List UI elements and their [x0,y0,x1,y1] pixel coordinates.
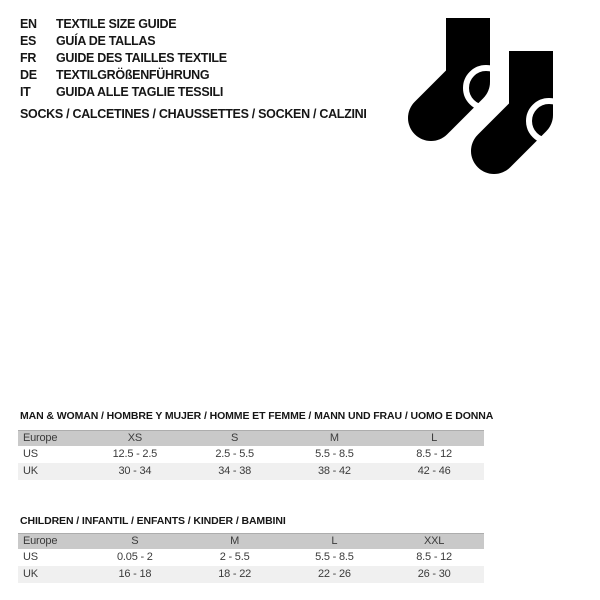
lang-row-it [20,83,227,100]
lang-label: GUIDE DES TAILLES TEXTILE [56,50,227,65]
header-cell: L [331,535,338,548]
header-cell: XS [127,432,143,445]
language-title-list [20,15,227,100]
socks-icon [400,10,585,185]
size-cell: 42 - 46 [417,465,451,477]
sock-1 [431,18,506,118]
sock-2 [494,51,569,151]
table-row-us [18,549,484,566]
table-header-row [18,431,484,446]
category-title: SOCKS / CALCETINES / CHAUSSETTES / SOCKEN / CALZINI [20,106,367,121]
header-cell: Europe [23,535,58,548]
lang-label: GUIDA ALLE TAGLIE TESSILI [56,84,224,99]
lang-code: DE [20,67,37,82]
table-header-row [18,534,484,549]
lang-label: TEXTILE SIZE GUIDE [56,16,177,31]
children-table-title: CHILDREN / INFANTIL / ENFANTS / KINDER / BAMBINI [20,515,286,527]
size-cell: 22 - 26 [317,568,351,580]
size-cell: 0.05 - 2 [117,551,153,563]
size-cell: 2.5 - 5.5 [215,448,254,460]
header-cell: S [131,535,139,548]
lang-label: GUÍA DE TALLAS [56,33,156,48]
size-cell: 30 - 34 [118,465,152,477]
size-cell: 8.5 - 12 [416,448,452,460]
lang-row-de [20,66,227,83]
size-cell: 16 - 18 [118,568,152,580]
adult-size-table-block [18,409,494,480]
lang-row-es [20,32,227,49]
size-cell: 34 - 38 [218,465,252,477]
adult-size-table [18,430,484,480]
lang-label: TEXTILGRÖßENFÜHRUNG [56,67,210,82]
children-size-table-block [18,514,484,583]
adult-table-title: MAN & WOMAN / HOMBRE Y MUJER / HOMME ET FEMME / MANN UND FRAU / UOMO E DONNA [20,410,494,422]
size-cell: 5.5 - 8.5 [315,551,354,563]
header-cell: Europe [23,432,58,445]
lang-row-en [20,15,227,32]
table-row-uk [18,566,484,583]
header-cell: M [230,535,240,548]
lang-code: EN [20,16,37,31]
size-cell: 5.5 - 8.5 [315,448,354,460]
header-cell: XXL [424,535,445,548]
lang-code: ES [20,33,37,48]
size-cell: 26 - 30 [417,568,451,580]
size-cell: 8.5 - 12 [416,551,452,563]
lang-row-fr [20,49,227,66]
lang-code: IT [20,84,31,99]
size-cell: US [23,551,38,563]
header-cell: M [329,432,339,445]
table-row-us [18,446,484,463]
lang-code: FR [20,50,37,65]
header-cell: S [231,432,239,445]
header-cell: L [431,432,438,445]
size-cell: 38 - 42 [317,465,351,477]
children-size-table [18,533,484,583]
size-cell: 12.5 - 2.5 [112,448,158,460]
size-cell: UK [23,465,38,477]
table-row-uk [18,463,484,480]
size-cell: UK [23,568,38,580]
size-cell: 2 - 5.5 [219,551,250,563]
size-cell: 18 - 22 [218,568,252,580]
size-cell: US [23,448,38,460]
